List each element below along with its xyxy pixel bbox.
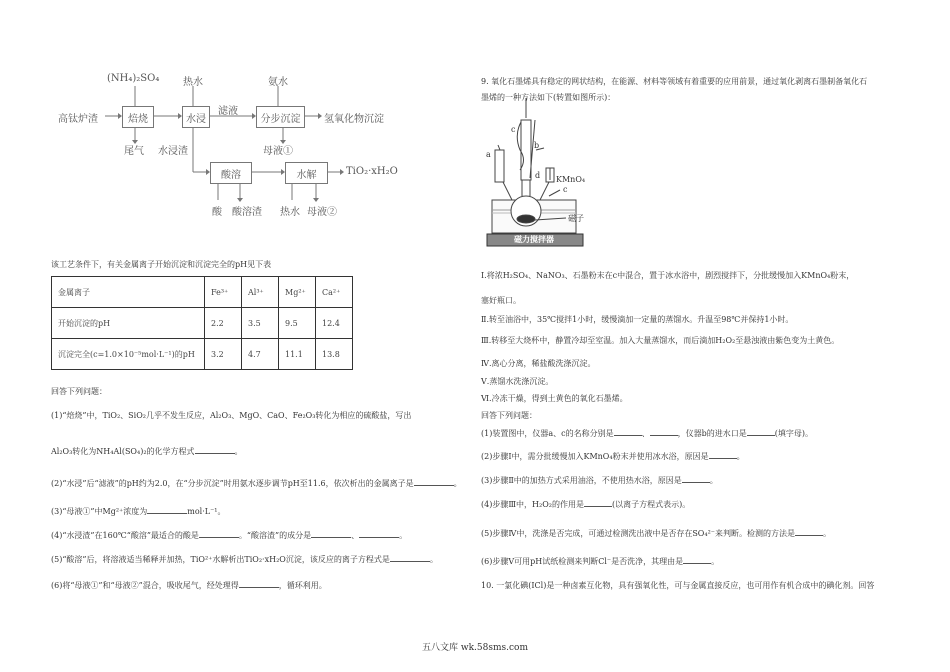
answer-blank[interactable] [584, 499, 612, 507]
step-1-line-1: Ⅰ.将浓H₂SO₄、NaNO₃、石墨粉末在c中混合，置于冰水浴中，剧烈搅拌下，分批缓慢加入KMnO₄粉末， [481, 271, 855, 280]
step-2: Ⅱ.转至油浴中，35℃搅拌1小时，缓慢滴加一定量的蒸馏水。升温至98℃并保持1小时。 [481, 315, 794, 324]
acid-label: 酸 [212, 207, 222, 218]
answer-blank[interactable] [614, 428, 642, 436]
answer-blank[interactable] [683, 556, 711, 564]
table-cell: 2.2 [205, 308, 242, 339]
roast-box: 焙烧 [122, 106, 154, 128]
table-header-cell: Fe³⁺ [205, 277, 242, 308]
acid-residue-label: 酸溶渣 [232, 207, 262, 218]
leach-residue-label: 水浸渣 [158, 146, 188, 157]
answer-blank[interactable] [795, 528, 823, 536]
question-1-line-1: (1)“焙烧”中，TiO₂、SiO₂几乎不发生反应，Al₂O₃、MgO、CaO、Fe₂O₃转化为相应的硫酸盐，写出 [51, 411, 412, 420]
apparatus-label-c2: c [563, 185, 568, 194]
table-header-cell: Mg²⁺ [279, 277, 316, 308]
question-9-3: (3)步骤Ⅱ中的加热方式采用油浴，不使用热水浴，原因是 。 [481, 476, 718, 485]
apparatus-label-magnet: 磁子 [568, 214, 584, 223]
table-cell: 开始沉淀的pH [52, 308, 205, 339]
table-header-cell: 金属离子 [52, 277, 205, 308]
answer-blank[interactable] [650, 428, 678, 436]
step-5: Ⅴ.蒸馏水洗涤沉淀。 [481, 377, 554, 386]
tio2-product-label: TiO₂·xH₂O [346, 166, 398, 177]
question-9-4: (4)步骤Ⅲ中，H₂O₂的作用是 (以离子方程式表示)。 [481, 500, 691, 509]
answer-blank[interactable] [709, 451, 737, 459]
apparatus-label-stirrer: 磁力搅拌器 [514, 234, 554, 244]
question-3: (3)“母液①”中Mg²⁺浓度为 mol·L⁻¹。 [51, 507, 226, 516]
step-1-line-2: 塞好瓶口。 [481, 296, 521, 305]
mother-liquor-2-label: 母液② [307, 207, 337, 218]
step-6: Ⅵ.冷冻干燥，得到土黄色的氧化石墨烯。 [481, 394, 628, 403]
apparatus-label-a: a [486, 150, 491, 159]
apparatus-label-b: b [534, 141, 540, 150]
question-4: (4)“水浸渣”在160℃“酸溶”最适合的酸是 。“酸溶渣”的成分是 、 。 [51, 531, 408, 540]
leach-box: 水浸 [182, 106, 210, 128]
table-cell: 沉淀完全(c=1.0×10⁻⁵mol·L⁻¹)的pH [52, 339, 205, 370]
acid-dissolve-box: 酸溶 [210, 162, 252, 184]
table-cell: 12.4 [316, 308, 353, 339]
reagent-ammonium-sulfate: (NH₄)₂SO₄ [107, 73, 160, 84]
answer-blank[interactable] [747, 428, 775, 436]
hydroxide-product-label: 氢氧化物沉淀 [324, 114, 384, 125]
raw-material-label: 高钛炉渣 [58, 114, 98, 125]
table-cell: 11.1 [279, 339, 316, 370]
reagent-ammonia: 氨水 [268, 77, 288, 88]
tail-gas-label: 尾气 [124, 146, 144, 157]
step-3: Ⅲ.转移至大烧杯中，静置冷却至室温。加入大量蒸馏水，而后滴加H₂O₂至悬浊液由紫色变为土黄色。 [481, 336, 840, 345]
question-9-title: 9. 氧化石墨烯具有稳定的网状结构，在能源、材料等领域有着重要的应用前景，通过氧化剥离石墨制备氧化石 [481, 77, 868, 86]
table-cell: 3.2 [205, 339, 242, 370]
question-9-title-line-2: 墨烯的一种方法如下(转置如图所示)： [481, 93, 616, 102]
question-2: (2)“水浸”后“滤液”的pH约为2.0，在“分步沉淀”时用氨水逐步调节pH至11.6，依次析出的金属离子是 。 [51, 479, 462, 488]
apparatus-label-d: d [535, 171, 541, 180]
answer-blank[interactable] [682, 475, 710, 483]
page-footer: 五八文库 wk.58sms.com [422, 643, 528, 653]
step-precipitation-box: 分步沉淀 [256, 106, 305, 128]
question-9-2: (2)步骤Ⅰ中，需分批缓慢加入KMnO₄粉末并使用冰水浴，原因是 。 [481, 452, 745, 461]
reagent-hot-water: 热水 [183, 77, 203, 88]
hydrolysis-box: 水解 [285, 162, 328, 184]
apparatus-label-c: c [511, 125, 516, 134]
question-9-6: (6)步骤Ⅴ可用pH试纸检测来判断Cl⁻是否洗净，其理由是 。 [481, 557, 720, 566]
question-9-5: (5)步骤Ⅳ中，洗涤是否完成，可通过检测洗出液中是否存在SO₄²⁻来判断。检测的方法是 。 [481, 529, 831, 538]
table-cell: 3.5 [242, 308, 279, 339]
filtrate-label: 滤液 [218, 106, 238, 117]
table-header-cell: Al³⁺ [242, 277, 279, 308]
question-1-line-2: Al₂O₃转化为NH₄Al(SO₄)₂的化学方程式 。 [51, 447, 243, 456]
apparatus-label-kmno4: KMnO₄ [556, 175, 586, 184]
right-answer-intro: 回答下列问题： [481, 411, 537, 420]
mother-liquor-1-label: 母液① [263, 146, 293, 157]
table-cell: 4.7 [242, 339, 279, 370]
table-intro: 该工艺条件下，有关金属离子开始沉淀和沉淀完全的pH见下表 [51, 260, 272, 269]
hot-water-2-label: 热水 [280, 207, 300, 218]
question-5: (5)“酸溶”后，将溶液适当稀释并加热，TiO²⁺水解析出TiO₂·xH₂O沉淀，该反应的离子方程式是 。 [51, 555, 438, 564]
step-4: Ⅳ.离心分离，稀盐酸洗涤沉淀。 [481, 359, 596, 368]
question-6: (6)将“母液①”和“母液②”混合，吸收尾气，经处理得 ，循环利用。 [51, 581, 327, 590]
left-answer-intro: 回答下列问题： [51, 387, 107, 396]
table-cell: 13.8 [316, 339, 353, 370]
table-header-cell: Ca²⁺ [316, 277, 353, 308]
question-10: 10. 一氯化碘(ICl)是一种卤素互化物，具有强氧化性，可与金属直接反应，也可用作有机合成中的碘化剂。回答 [481, 581, 875, 590]
question-9-1: (1)装置图中，仪器a、c的名称分别是 、 ，仪器b的进水口是 (填字母)。 [481, 429, 813, 438]
table-cell: 9.5 [279, 308, 316, 339]
